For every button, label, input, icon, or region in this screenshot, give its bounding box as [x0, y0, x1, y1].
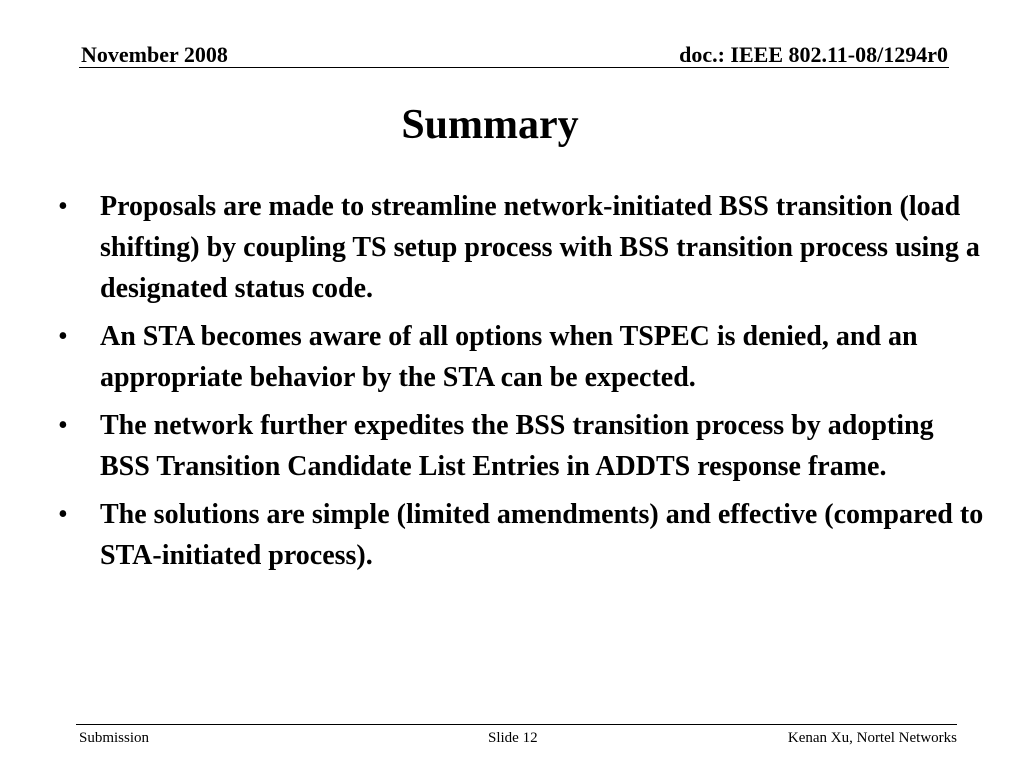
bullet-item	[58, 186, 988, 309]
header-divider	[79, 67, 949, 68]
header-doc-id: doc.: IEEE 802.11-08/1294r0	[679, 42, 948, 67]
bullet-list	[58, 186, 988, 583]
footer-divider	[76, 724, 957, 725]
header-date: November 2008	[81, 42, 228, 67]
bullet-point-icon: •	[58, 410, 68, 441]
bullet-item	[58, 316, 988, 398]
bullet-text: The network further expedites the BSS transition process by adopting BSS Transition Candidate List Entries in ADDTS response frame.	[100, 410, 934, 482]
bullet-item	[58, 405, 988, 487]
footer-author: Kenan Xu, Nortel Networks	[787, 730, 957, 746]
bullet-item	[58, 494, 988, 576]
bullet-point-icon: •	[58, 321, 68, 352]
bullet-point-icon: •	[58, 191, 68, 222]
bullet-text: Proposals are made to streamline network-initiated BSS transition (load shifting) by coupling TS setup process with BSS transition process using a designated status code.	[100, 191, 980, 304]
bullet-text: The solutions are simple (limited amendments) and effective (compared to STA-initiated process).	[100, 499, 984, 571]
slide-title: Summary	[401, 102, 579, 148]
footer-submission: Submission	[79, 730, 150, 746]
bullet-point-icon: •	[58, 499, 68, 530]
footer-slide-number: Slide 12	[488, 730, 538, 746]
bullet-text: An STA becomes aware of all options when TSPEC is denied, and an appropriate behavior by the STA can be expected.	[100, 321, 918, 393]
